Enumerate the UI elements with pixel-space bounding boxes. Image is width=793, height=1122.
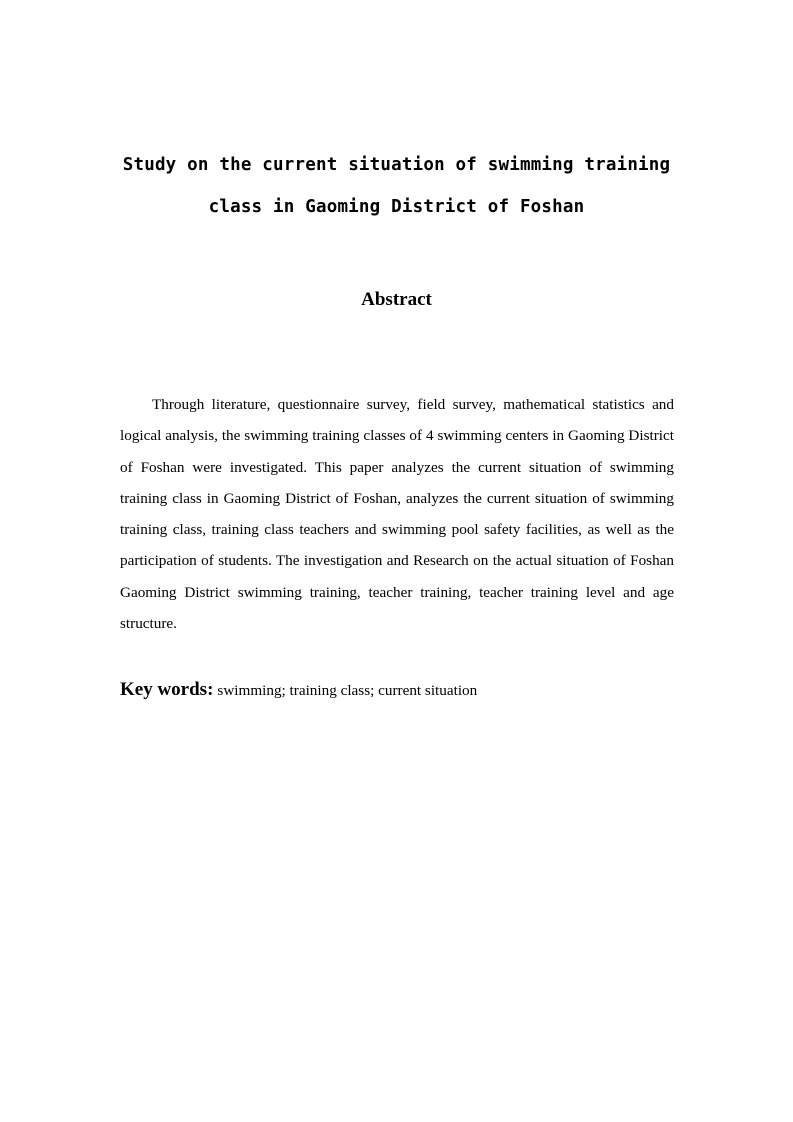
- abstract-body: Through literature, questionnaire survey, field survey, mathematical statistics and logical analysis, the swimming training classes of 4 swimming centers in Gaoming District of Foshan were investigated. This paper analyzes the current situation of swimming training class in Gaoming District of Foshan, analyzes the current situation of swimming training class, training class teachers and swimming pool safety facilities, as well as the participation of students. The investigation and Research on the actual situation of Foshan Gaoming District swimming training, teacher training, teacher training level and age structure.: [120, 396, 674, 633]
- keywords-text: swimming; training class; current situation: [217, 682, 478, 699]
- keywords: [120, 677, 674, 704]
- abstract-heading: Abstract: [361, 289, 432, 310]
- keywords-label: Key words:: [120, 679, 214, 700]
- paper-title-line-2: class in Gaoming District of Foshan: [208, 197, 585, 217]
- paper-title-line-1: Study on the current situation of swimming training: [122, 155, 671, 175]
- paper-title: [100, 144, 693, 228]
